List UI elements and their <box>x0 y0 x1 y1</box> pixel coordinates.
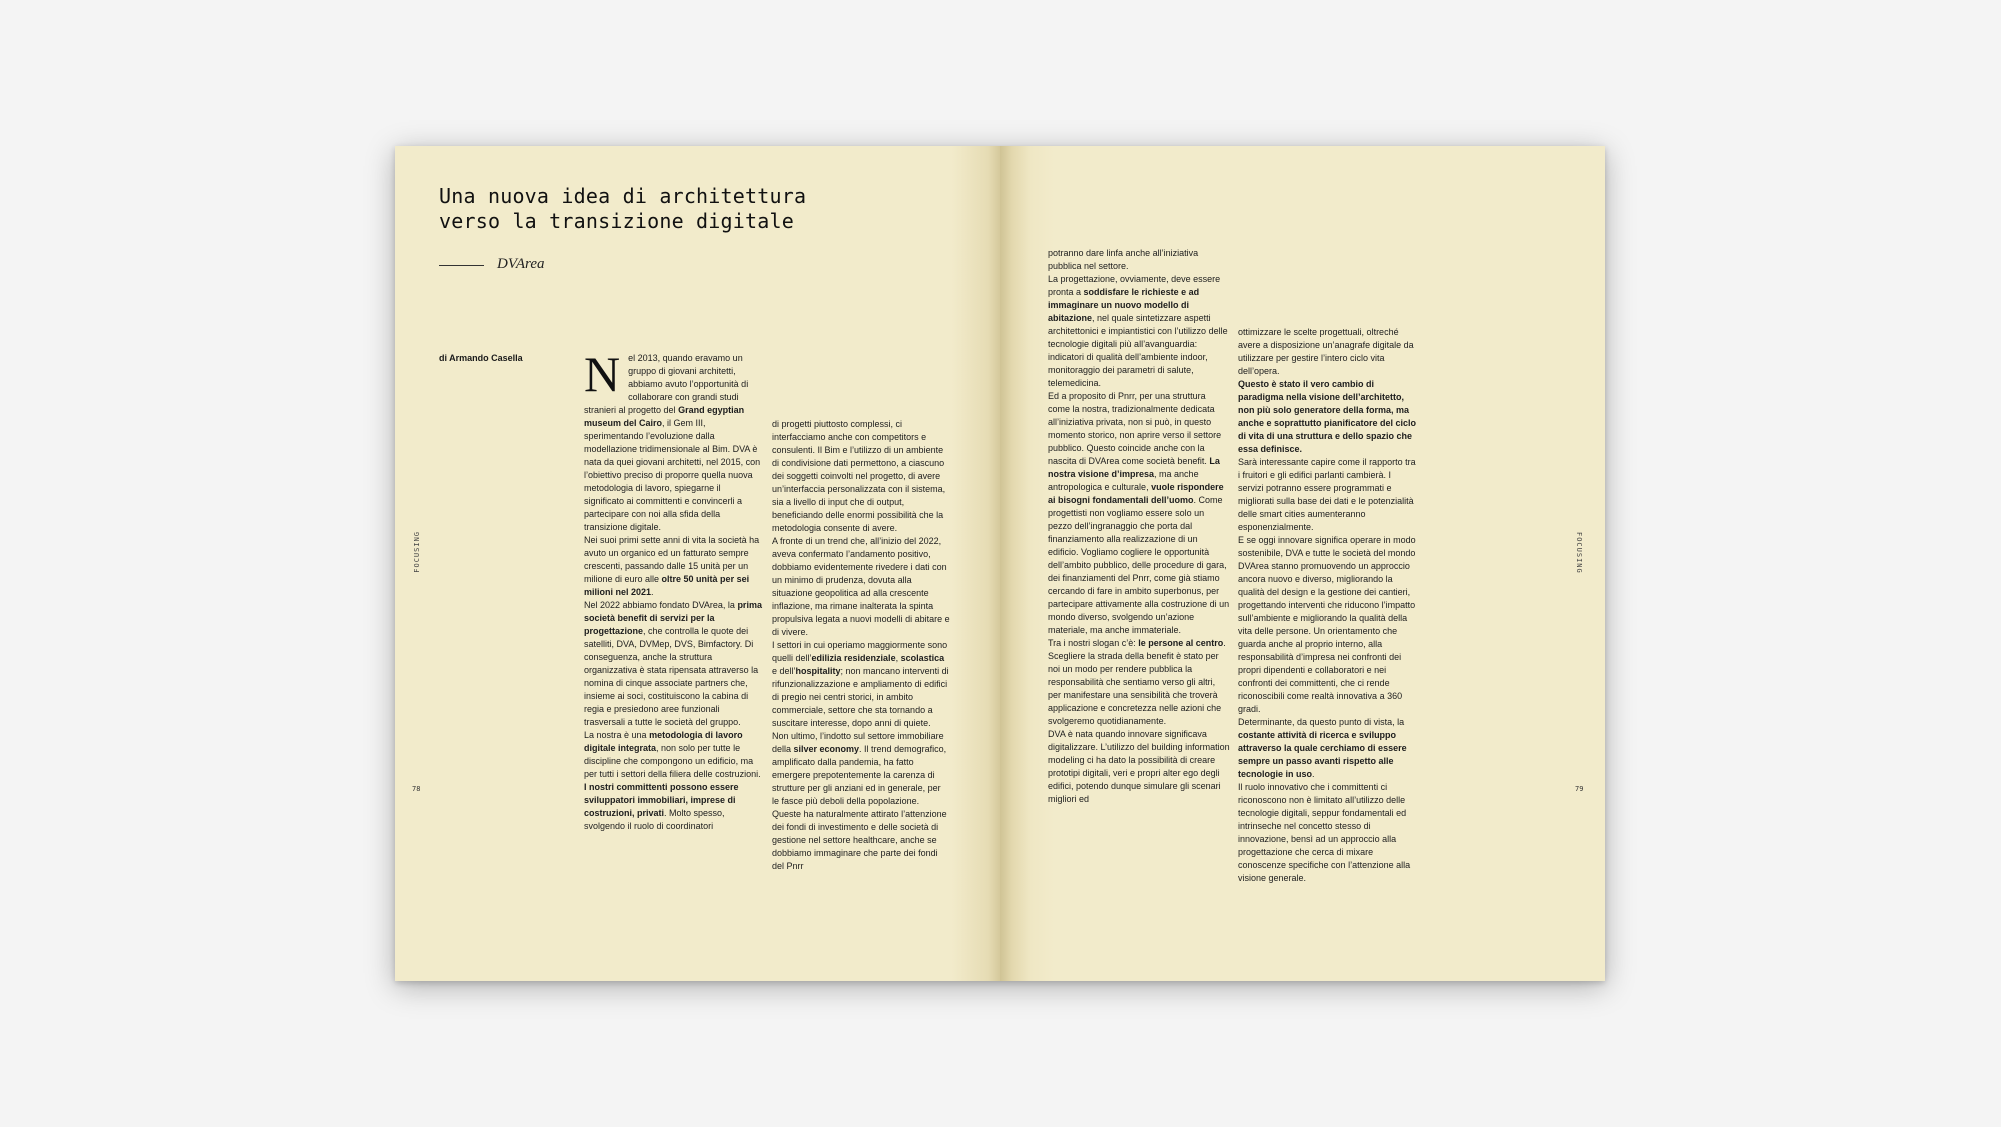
author-byline: di Armando Casella <box>439 353 523 363</box>
page-number-right: 79 <box>1575 785 1584 793</box>
section-tag-left: FOCUSING <box>413 531 421 573</box>
paragraph: Non ultimo, l’indotto sul settore immobiliare della silver economy. Il trend demografico, amplificato dalla pandemia, ha fatto emergere prepotentemente la carenza di strutture per gli anziani ed in generale, per le fasce più deboli della popolazione. Queste ha naturalmente attirato l’attenzione dei fondi di investimento e delle società di gestione nel settore healthcare, anche se dobbiamo immaginare che parte dei fondi del Pnrr <box>772 731 947 871</box>
paragraph: La nostra è una metodologia di lavoro digitale integrata, non solo per tutte le discipline che compongono un edificio, ma per tutti i settori della filiera delle costruzioni. I nostri committenti possono essere sviluppatori immobiliari, imprese di costruzioni, privati. Molto spesso, svolgendo il ruolo di coordinatori <box>584 730 761 831</box>
publisher-name: DVArea <box>497 256 545 272</box>
paragraph: Nel 2022 abbiamo fondato DVArea, la prima società benefit di servizi per la progettazione, che controlla le quote dei satelliti, DVA, DVMep, DVS, Bimfactory. Di conseguenza, anche la struttura organizzativa è stata ripensata attraverso la nomina di cinque associate partners che, insieme ai soci, costituiscono la cabina di regia e presiedono aree funzionali trasversali a tutte le società del gruppo. <box>584 600 762 727</box>
paragraph: E se oggi innovare significa operare in modo sostenibile, DVA e tutte le società del mondo DVArea stanno promuovendo un approccio ancora nuovo e diverso, migliorando la qualità del design e la gestione dei cantieri, progettando interventi che riducono l’impatto sull’ambiente e migliorando la qualità della vita delle persone. Un orientamento che guarda anche al proprio interno, alla responsabilità d’impresa nei confronti dei propri dipendenti e collaboratori e nei confronti dei committenti, che ci rende riconoscibili come realtà innovativa a 360 gradi. <box>1238 535 1416 714</box>
title-rule <box>439 265 484 266</box>
paragraph: Questo è stato il vero cambio di paradigma nella visione dell’architetto, non più solo generatore della forma, ma anche e soprattutto pianificatore del ciclo di vita di una struttura e dello spazio che essa definisce. <box>1238 379 1417 454</box>
paragraph: potranno dare linfa anche all’iniziativa pubblica nel settore. <box>1048 248 1199 271</box>
article-title <box>439 184 806 234</box>
page-number-left: 78 <box>412 785 421 793</box>
paragraph: Tra i nostri slogan c’è: le persone al centro. Scegliere la strada della benefit è stato per noi un modo per rendere pubblica la responsabilità che sentiamo verso gli altri, per manifestare una sensibilità che troverà applicazione e concretezza nelle azioni che svolgeremo quotidianamente. <box>1048 638 1226 726</box>
text-column-4 <box>1238 326 1418 885</box>
text-column-3 <box>1048 247 1230 806</box>
drop-cap: N <box>584 346 621 402</box>
title-line-1: Una nuova idea di architettura <box>439 184 807 208</box>
paragraph: A fronte di un trend che, all’inizio del 2022, aveva confermato l’andamento positivo, dobbiamo evidentemente rivedere i dati con un minimo di prudenza, dovuta alla situazione geopolitica ad alla crescente inflazione, ma rimane inalterata la spinta propulsiva legata a nuovi modelli di abitare e di vivere. <box>772 536 950 637</box>
magazine-spread <box>395 146 1605 981</box>
paragraph: Determinante, da questo punto di vista, la costante attività di ricerca e sviluppo attraverso la quale cerchiamo di essere sempre un passo avanti rispetto alle tecnologie in uso. <box>1238 717 1407 779</box>
text-column-1 <box>584 346 762 833</box>
text-column-2 <box>772 418 950 873</box>
paragraph: Nei suoi primi sette anni di vita la società ha avuto un organico ed un fatturato sempre crescenti, passando dalle 15 unità per un milione di euro alle oltre 50 unità per sei milioni nel 2021. <box>584 535 760 597</box>
paragraph: Ed a proposito di Pnrr, per una struttura come la nostra, tradizionalmente dedicata all’iniziativa privata, non si può, in questo momento storico, non aprire verso il settore pubblico. Questo coincide anche con la nascita di DVArea come società benefit. La nostra visione d’impresa, ma anche antropologica e culturale, vuole rispondere ai bisogni fondamentali dell’uomo. Come progettisti non vogliamo essere solo un pezzo dell’ingranaggio che porta dal finanziamento alla realizzazione di un edificio. Vogliamo cogliere le opportunità dell’ambito pubblico, delle procedure di gara, dei finanziamenti del Pnrr, come già stiamo cercando di fare in ambito superbonus, per partecipare attivamente alla costruzione di un mondo diverso, svolgendo un’azione materiale, ma anche immateriale. <box>1048 391 1230 635</box>
right-page <box>1000 146 1605 981</box>
paragraph: Il ruolo innovativo che i committenti ci riconoscono non è limitato all’utilizzo delle tecnologie digitali, seppur fondamentali ed intrinseche nel concetto stesso di innovazione, bensì ad un approccio alla progettazione che cerca di mixare conoscenze specifiche con l’attenzione alla visione generale. <box>1238 782 1411 883</box>
paragraph: di progetti piuttosto complessi, ci interfacciamo anche con competitors e consulenti. Il Bim e l’utilizzo di un ambiente di condivisione dati permettono, a ciascuno dei soggetti coinvolti nel progetto, di avere un’interfaccia personalizzata con il sistema, sia a livello di input che di output, beneficiando delle enormi possibilità che la metodologia consente di avere. <box>772 419 946 533</box>
section-tag-right: FOCUSING <box>1575 532 1583 574</box>
paragraph: La progettazione, ovviamente, deve essere pronta a soddisfare le richieste e ad immaginare un nuovo modello di abitazione, nel quale sintetizzare aspetti architettonici e impiantistici con l’utilizzo delle tecnologie digitali più all’avanguardia: indicatori di qualità dell’ambiente indoor, monitoraggio dei parametri di salute, telemedicina. <box>1048 274 1228 388</box>
paragraph: Sarà interessante capire come il rapporto tra i fruitori e gli edifici parlanti cambierà. I servizi potranno essere programmati e migliorati sulla base dei dati e le potenzialità delle smart cities aumenteranno esponenzialmente. <box>1238 457 1416 532</box>
paragraph: Nel 2013, quando eravamo un gruppo di giovani architetti, abbiamo avuto l’opportunità di collaborare con grandi studi stranieri al progetto del Grand egyptian museum del Cairo, il Gem III, sperimentando l’evoluzione dalla modellazione tridimensionale al Bim. DVA è nata da quei giovani architetti, nel 2015, con l’obiettivo preciso di proporre quella nuova metodologia di lavoro, spiegarne il significato ai committenti e convincerli a partecipare con noi alla sfida della transizione digitale. <box>584 346 761 532</box>
paragraph: I settori in cui operiamo maggiormente sono quelli dell’edilizia residenziale, scolastica e dell’hospitality; non mancano interventi di rifunzionalizzazione e ampliamento di edifici di pregio nei centri storici, in ambito commerciale, settore che sta tornando a suscitare interesse, dopo anni di quiete. <box>772 640 949 728</box>
left-page <box>395 146 1000 981</box>
paragraph: DVA è nata quando innovare significava digitalizzare. L’utilizzo del building information modeling ci ha dato la possibilità di creare prototipi digitali, veri e propri alter ego degli edifici, potendo dunque simulare gli scenari migliori ed <box>1048 729 1230 804</box>
title-line-2: verso la transizione digitale <box>439 209 794 233</box>
paragraph: ottimizzare le scelte progettuali, oltreché avere a disposizione un’anagrafe digitale da utilizzare per gestire l’intero ciclo vita dell’opera. <box>1238 327 1414 376</box>
